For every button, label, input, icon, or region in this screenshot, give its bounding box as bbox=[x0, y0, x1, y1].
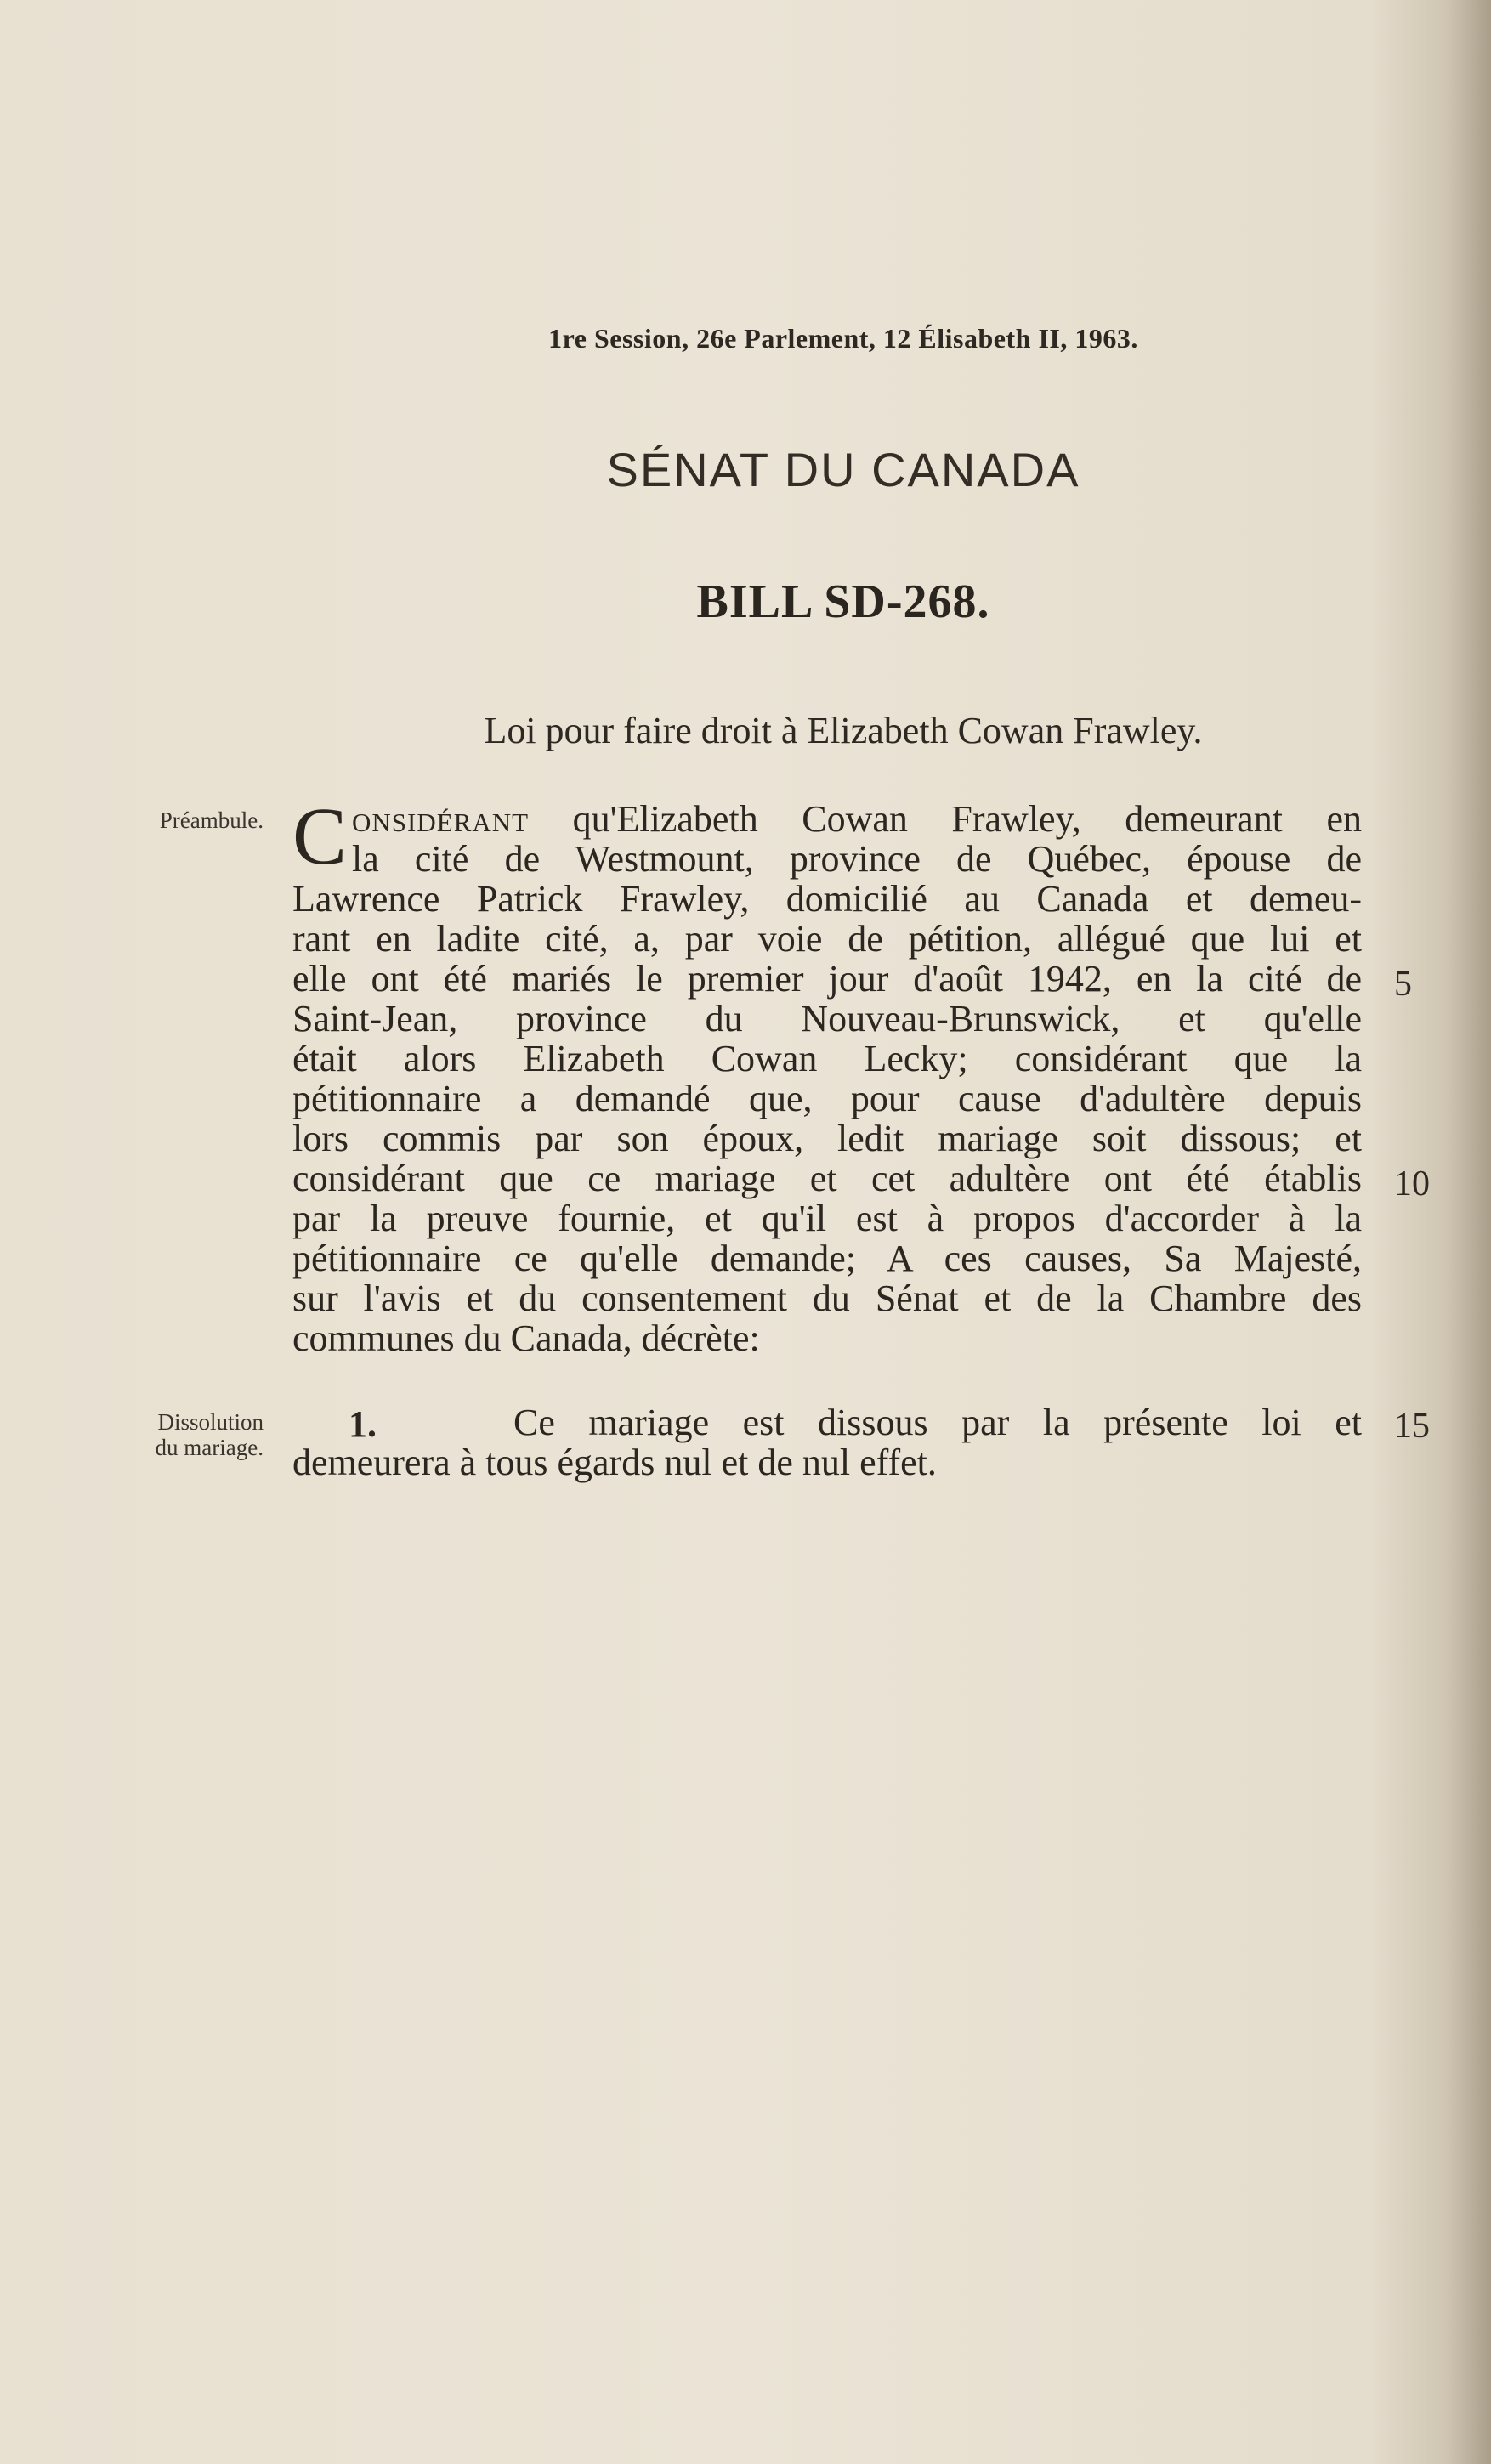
preamble-line: Lawrence Patrick Frawley, domicilié au Canada et demeu- bbox=[292, 878, 1362, 920]
smallcaps-word: onsidérant bbox=[352, 798, 530, 840]
preamble-line: considérant que ce mariage et cet adultère ont été établis bbox=[292, 1158, 1362, 1199]
preamble-line: pétitionnaire a demandé que, pour cause d'adultère depuis bbox=[292, 1078, 1362, 1119]
preamble-line: elle ont été mariés le premier jour d'août 1942, en la cité de bbox=[292, 958, 1362, 1000]
preamble-line: était alors Elizabeth Cowan Lecky; considérant que la bbox=[292, 1038, 1362, 1079]
line-number-5: 5 bbox=[1394, 965, 1412, 1004]
first-line-rest: qu'Elizabeth Cowan Frawley, demeurant en bbox=[529, 798, 1362, 840]
article-number: 1. bbox=[349, 1403, 377, 1445]
preamble-line-1 bbox=[292, 799, 1362, 839]
line-number-15: 15 bbox=[1394, 1407, 1430, 1446]
session-line: 1re Session, 26e Parlement, 12 Élisabeth II, 1963. bbox=[548, 323, 1138, 354]
article-margin-label-line-1: Dissolution bbox=[157, 1409, 264, 1435]
preamble-line: par la preuve fournie, et qu'il est à propos d'accorder à la bbox=[292, 1198, 1362, 1239]
article-margin-label bbox=[77, 1409, 264, 1460]
preamble-line: sur l'avis et du consentement du Sénat et de la Chambre des bbox=[292, 1277, 1362, 1319]
preamble-text bbox=[292, 790, 1362, 1359]
article-line-1: Ce mariage est dissous par la présente loi et bbox=[513, 1402, 1362, 1443]
bill-title: Loi pour faire droit à Elizabeth Cowan Frawley. bbox=[484, 710, 1203, 751]
preamble-line: Saint-Jean, province du Nouveau-Brunswick, et qu'elle bbox=[292, 998, 1362, 1039]
preamble-line: lors commis par son époux, ledit mariage soit dissous; et bbox=[292, 1118, 1362, 1159]
article-text bbox=[292, 1402, 1362, 1482]
preamble-line: la cité de Westmount, province de Québec, épouse de bbox=[352, 838, 1362, 880]
line-number-10: 10 bbox=[1394, 1164, 1430, 1204]
bill-number: BILL SD-268. bbox=[696, 575, 990, 628]
preamble-line: communes du Canada, décrète: bbox=[292, 1317, 760, 1359]
preamble-line: rant en ladite cité, a, par voie de pétition, allégué que lui et bbox=[292, 918, 1362, 960]
preamble-margin-label: Préambule. bbox=[159, 807, 264, 833]
article-margin-label-line-2: du mariage. bbox=[155, 1435, 264, 1460]
drop-cap: C bbox=[292, 790, 348, 881]
article-line-2: demeurera à tous égards nul et de nul effet. bbox=[292, 1442, 937, 1483]
preamble-line: pétitionnaire ce qu'elle demande; A ces causes, Sa Majesté, bbox=[292, 1238, 1362, 1279]
chamber-title: SÉNAT DU CANADA bbox=[606, 443, 1080, 496]
